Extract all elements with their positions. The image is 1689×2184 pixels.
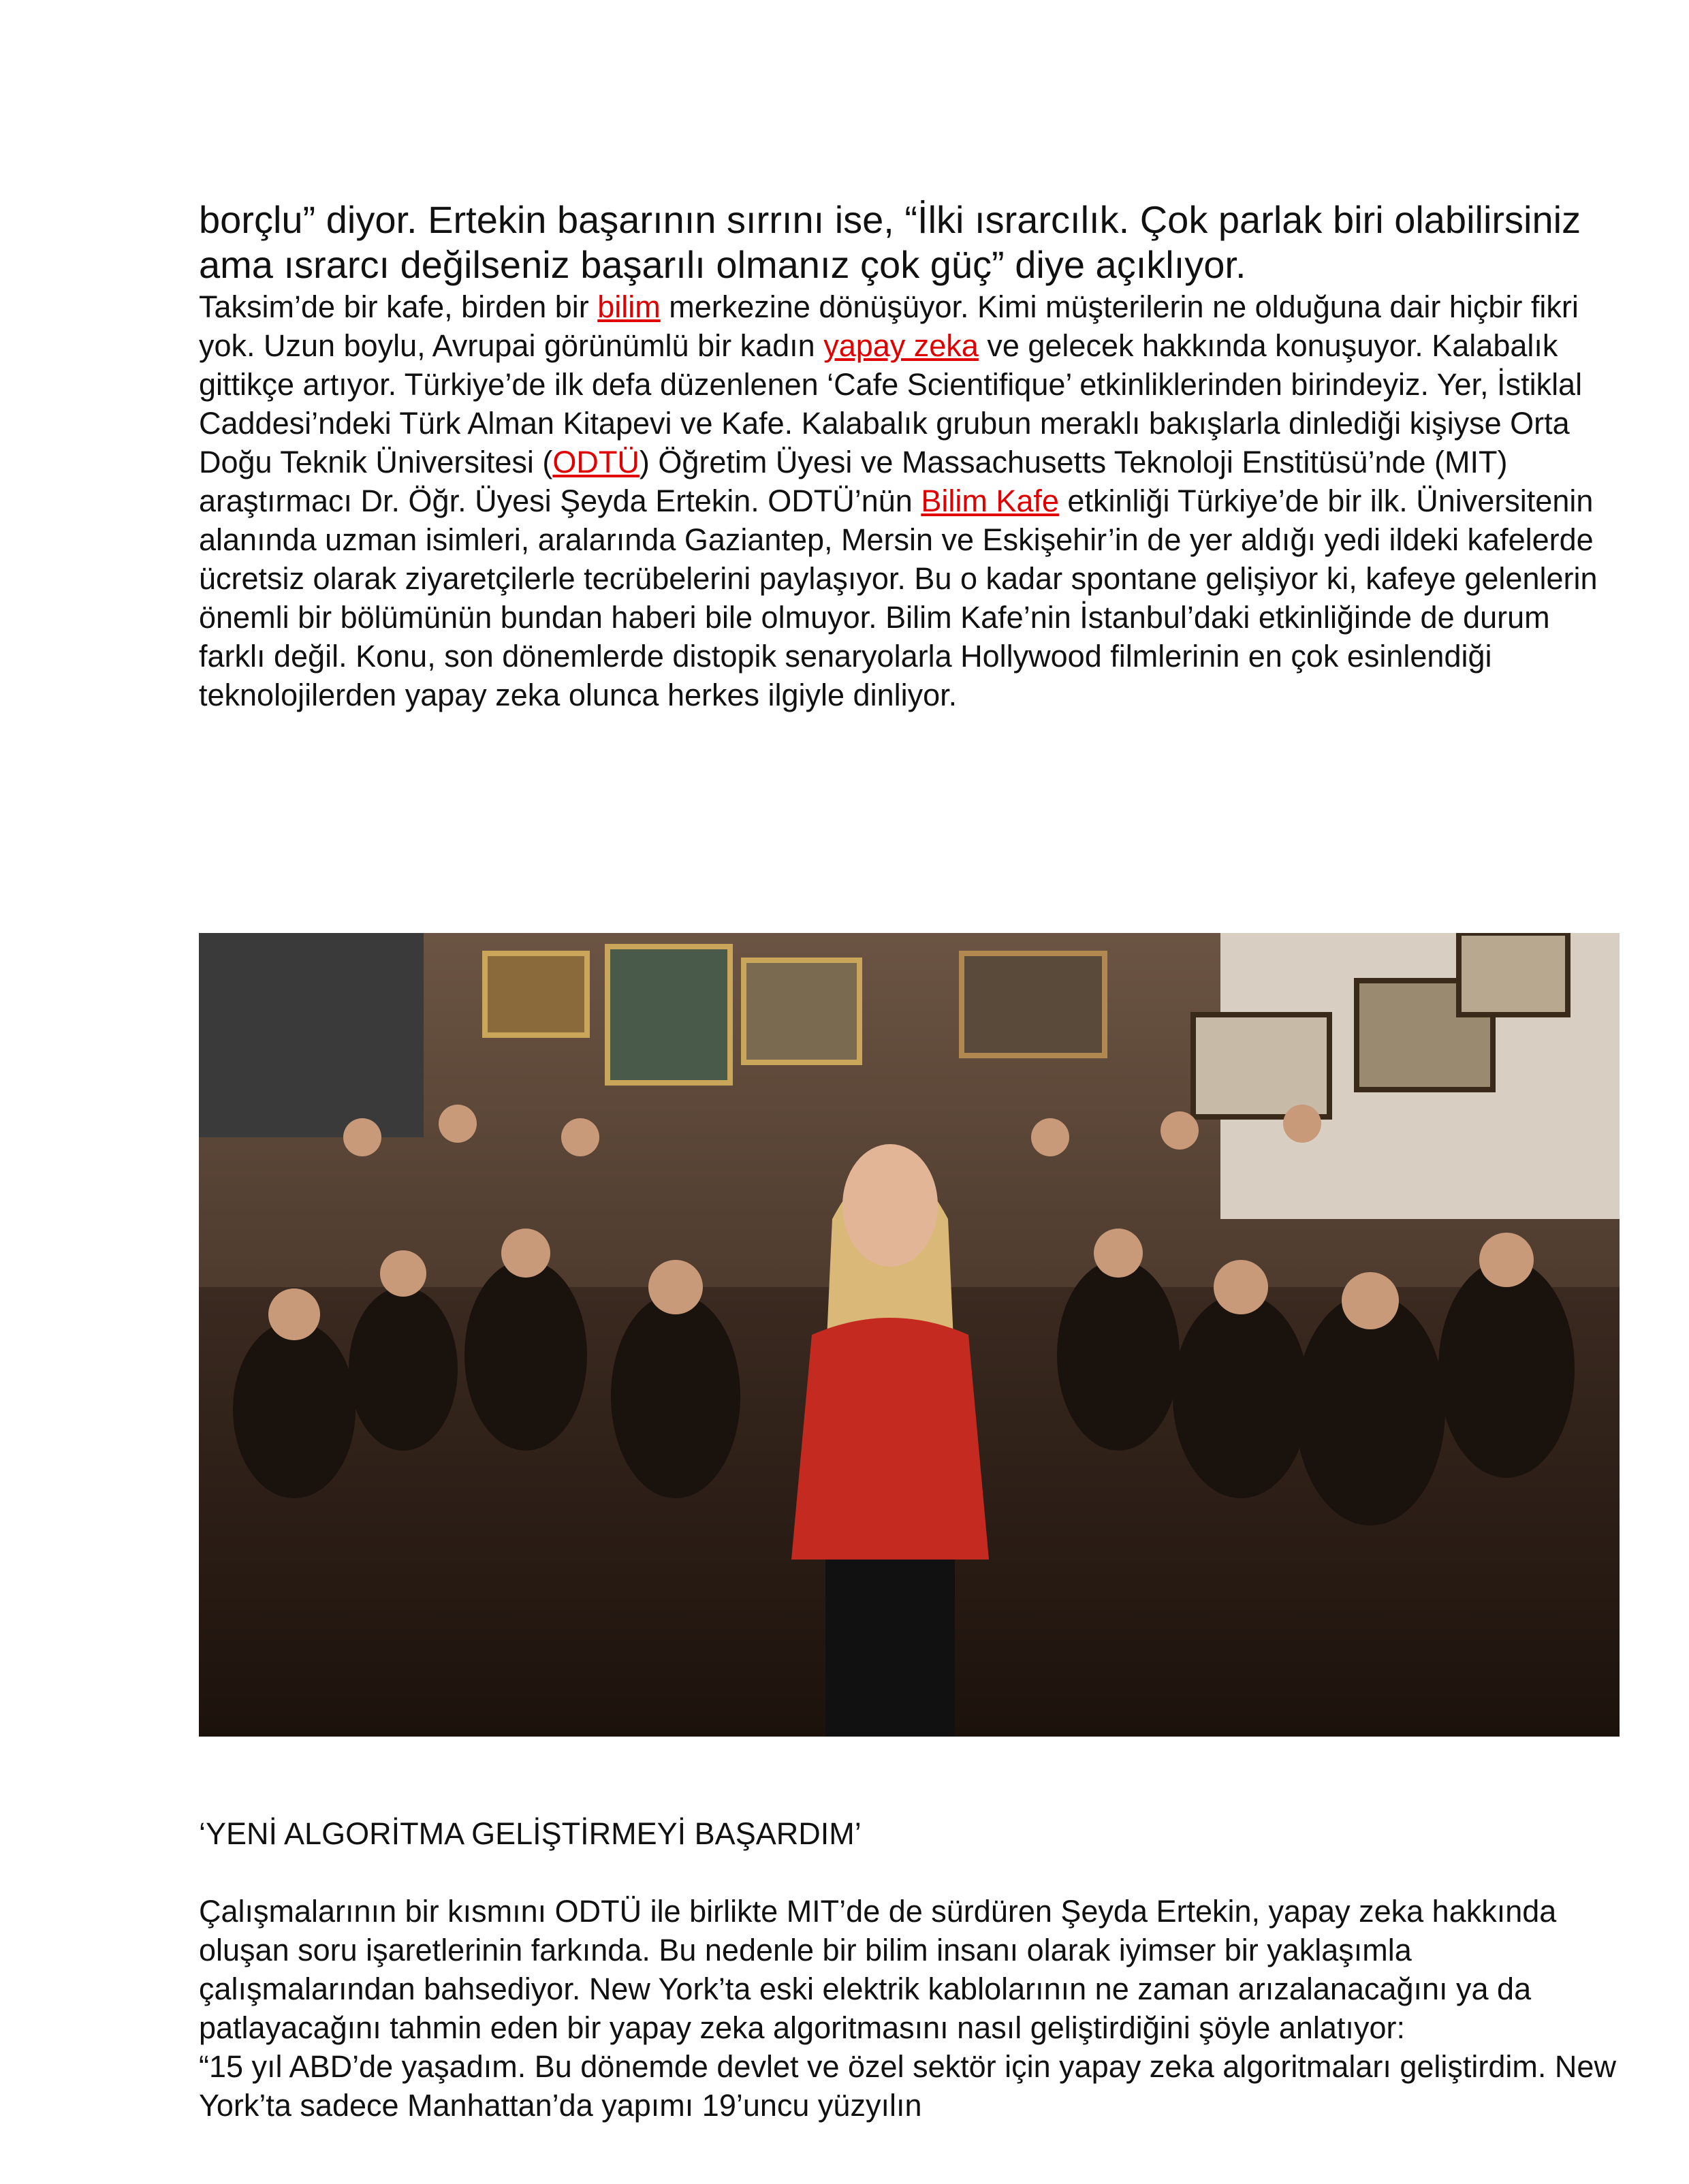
section-heading: ‘YENİ ALGORİTMA GELİŞTİRMEYİ BAŞARDIM’ bbox=[199, 1816, 862, 1851]
intro-text-5: etkinliği Türkiye’de bir ilk. Üniversitenin alanında uzman isimleri, aralarında Gaziantep, Mersin ve Eskişehir’in de yer aldığı yedi ildeki kafelerde ücretsiz olarak ziyaretçilerle tecrübelerini paylaşıyor. Bu o kadar spontane gelişiyor ki, kafeye gelenlerin önemli bir bölümünün bundan haberi bile olmuyor. Bilim Kafe’nin İstanbul’daki etkinliğinde de durum farklı değil. Konu, son dönemlerde distopik senaryolarla Hollywood filmlerinin en çok esinlendiği teknolojilerden yapay zeka olunca herkes ilgiyle dinliyor. bbox=[199, 484, 1598, 712]
event-photo-illustration bbox=[199, 933, 1620, 1737]
intro-text-1: Taksim’de bir kafe, birden bir bbox=[199, 289, 598, 324]
intro-text-3: ve gelecek hakkında konuşuyor. Kalabalık gittikçe artıyor. Türkiye’de ilk defa düzenlenen ‘Cafe Scientifique’ etkinliklerinden birindeyiz. Yer, İstiklal Caddesi’ndeki Türk Alman Kitapevi ve Kafe. Kalabalık grubun meraklı bakışlarla dinlediği kişiyse Orta Doğu Teknik Üniversitesi ( bbox=[199, 328, 1583, 479]
intro-text-4: ) Öğretim Üyesi ve Massachusetts Teknoloji Enstitüsü’nde (MIT) araştırmacı Dr. Öğr. Üyesi Şeyda Ertekin. ODTÜ’nün bbox=[199, 445, 1508, 518]
intro-text-2: merkezine dönüşüyor. Kimi müşterilerin ne olduğuna dair hiçbir fikri yok. Uzun boylu, Avrupai görünümlü bir kadın bbox=[199, 289, 1579, 363]
article-bottom bbox=[199, 1892, 1622, 2125]
link-bilim[interactable]: bilim bbox=[597, 289, 661, 324]
article-top bbox=[199, 197, 1622, 714]
intro-paragraph bbox=[199, 287, 1622, 714]
link-yapay-zeka[interactable]: yapay zeka bbox=[823, 328, 979, 363]
dark-wall-left bbox=[199, 933, 424, 1137]
body-paragraph-2: Çalışmalarının bir kısmını ODTÜ ile birlikte MIT’de de sürdüren Şeyda Ertekin, yapay zeka hakkında oluşan soru işaretlerinin farkında. Bu nedenle bir bilim insanı olarak iyimser bir yaklaşımla çalışmalarından bahsediyor. New York’ta eski elektrik kablolarının ne zaman arızalanacağını ya da patlayacağını tahmin eden bir yapay zeka algoritmasını nasıl geliştirdiğini şöyle anlatıyor: bbox=[199, 1894, 1557, 2045]
link-bilim-kafe[interactable]: Bilim Kafe bbox=[921, 484, 1059, 518]
event-photo bbox=[199, 933, 1620, 1737]
lead-paragraph: borçlu” diyor. Ertekin başarının sırrını ise, “İlki ısrarcılık. Çok parlak biri olabilirsiniz ama ısrarcı değilseniz başarılı olmanız çok güç” diye açıklıyor. bbox=[199, 198, 1581, 286]
quote-paragraph: “15 yıl ABD’de yaşadım. Bu dönemde devlet ve özel sektör için yapay zeka algoritmaları geliştirdim. New York’ta sadece Manhattan’da yapımı 19’uncu yüzyılın bbox=[199, 2049, 1616, 2123]
link-odtu[interactable]: ODTÜ bbox=[552, 445, 640, 479]
